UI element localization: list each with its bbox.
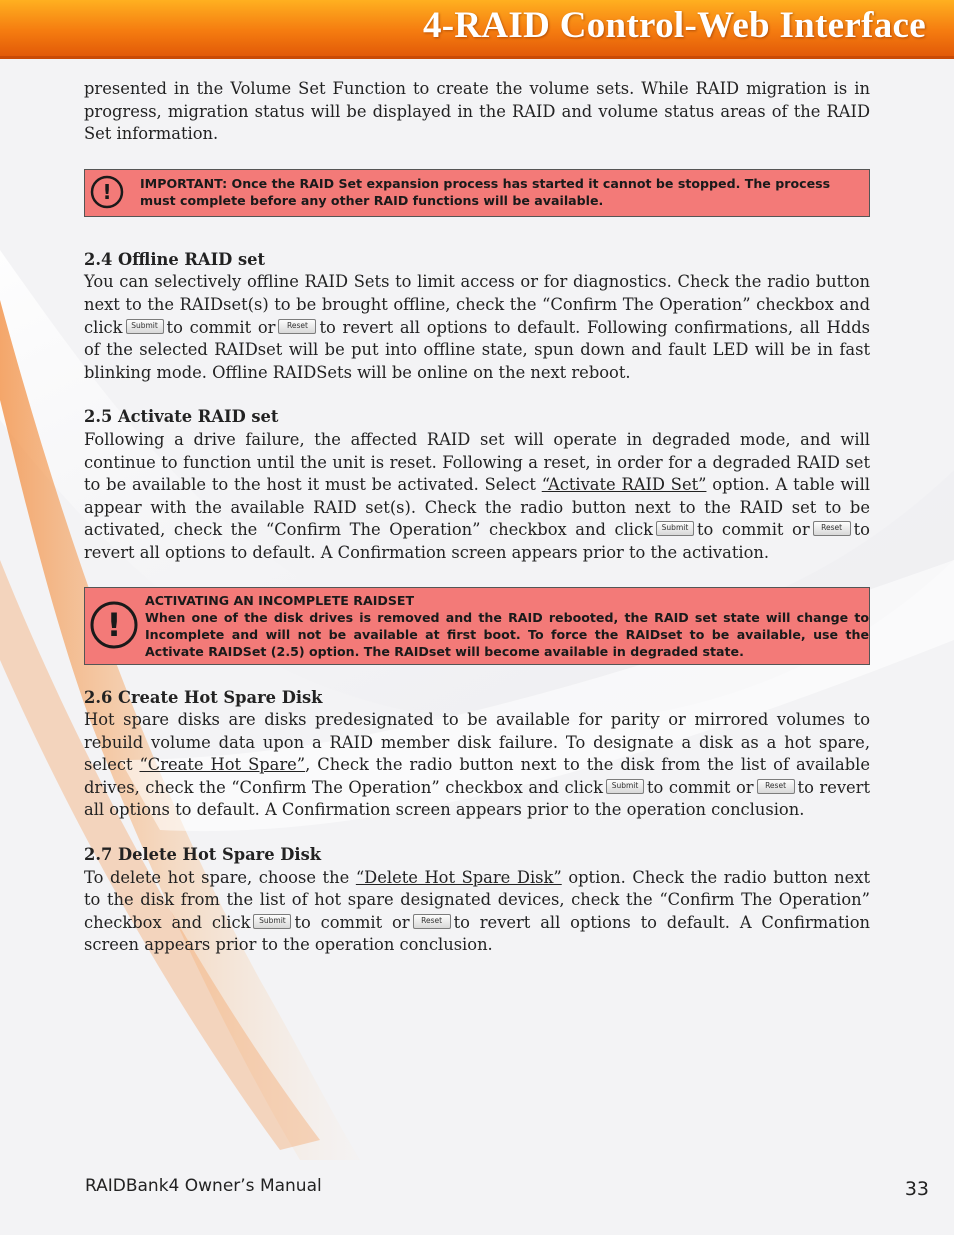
svg-text:!: !	[106, 605, 122, 644]
svg-text:!: !	[102, 179, 112, 204]
page-title: 4-RAID Control-Web Interface	[422, 5, 926, 46]
delete-hot-spare-paragraph: To delete hot spare, choose the “Delete Hot Spare Disk” option. Check the radio button next to the disk from the list of hot spare designated devices, check the “Confirm The Operation” checkbox and click Submit to commit or Reset to revert all options to default. A Confirmation screen appears prior to the operation conclusion.	[84, 867, 871, 955]
reset-button: Reset	[813, 521, 851, 536]
important-notice	[84, 169, 870, 217]
activate-raid-set-paragraph: Following a drive failure, the affected RAID set will operate in degraded mode, and will continue to function until the unit is reset. Following a reset, in order for a degraded RAID set to be available to the host it must be activated. Select “Activate RAID Set” option. A table will appear with the available RAID set(s). Check the radio button next to the RAID set to be activated, check the “Confirm The Operation” checkbox and click Submit to commit or Reset to revert all options to default. A Confirmation screen appears prior to the activation.	[84, 429, 870, 562]
heading-activate-raid-set: 2.5 Activate RAID set	[84, 407, 279, 427]
heading-create-hot-spare: 2.6 Create Hot Spare Disk	[84, 687, 323, 707]
submit-button: Submit	[253, 914, 291, 929]
activate-raid-set-link[interactable]: “Activate RAID Set”	[541, 475, 707, 495]
delete-hot-spare-link[interactable]: “Delete Hot Spare Disk”	[355, 867, 562, 887]
heading-offline-raid-set: 2.4 Offline RAID set	[84, 249, 266, 269]
submit-button: Submit	[126, 319, 164, 334]
create-hot-spare-link[interactable]: “Create Hot Spare”	[139, 755, 306, 775]
notice-title: ACTIVATING AN INCOMPLETE RAIDSET	[145, 592, 415, 608]
heading-delete-hot-spare: 2.7 Delete Hot Spare Disk	[84, 845, 322, 865]
page-number: 33	[904, 1178, 929, 1200]
submit-button: Submit	[656, 521, 694, 536]
notice-body: When one of the disk drives is removed and the RAID rebooted, the RAID set state will change to Incomplete and will not be available at first boot. To force the RAIDset to be available, use the Activate RAIDSet (2.5) option. The RAIDset will become available in degraded state.	[145, 609, 869, 659]
manual-content	[84, 78, 870, 957]
submit-button: Submit	[606, 779, 644, 794]
manual-name: RAIDBank4 Owner’s Manual	[85, 1176, 322, 1196]
reset-button: Reset	[278, 319, 316, 334]
intro-paragraph: presented in the Volume Set Function to create the volume sets. While RAID migration is in progress, migration status will be displayed in the RAID and volume status areas of the RAID Set information.	[84, 79, 870, 144]
exclamation-icon	[90, 175, 124, 209]
page-header	[0, 0, 954, 59]
incomplete-raidset-notice	[84, 587, 870, 665]
important-notice-text: IMPORTANT: Once the RAID Set expansion process has started it cannot be stopped. The process must complete before any other RAID functions will be available.	[140, 175, 831, 208]
create-hot-spare-paragraph: Hot spare disks are disks predesignated to be available for parity or mirrored volumes to rebuild volume data upon a RAID member disk failure. To designate a disk as a hot spare, select “Create Hot Spare”, Check the radio button next to the disk from the list of available drives, check the “Confirm The Operation” checkbox and click Submit to commit or Reset to revert all options to default. A Confirmation screen appears prior to the operation conclusion.	[84, 710, 870, 820]
reset-button: Reset	[413, 914, 451, 929]
reset-button: Reset	[757, 779, 795, 794]
exclamation-icon	[89, 600, 139, 650]
offline-raid-set-paragraph: You can selectively offline RAID Sets to limit access or for diagnostics. Check the radio button next to the RAIDset(s) to be brought offline, check the “Confirm The Operation” checkbox and click Submit to commit or Reset to revert all options to default. Following confirmations, all Hdds of the selected RAIDset will be put into offline state, spun down and fault LED will be in fast blinking mode. Offline RAIDSets will be online on the next reboot.	[84, 272, 870, 382]
incomplete-raidset-notice-text	[145, 592, 869, 660]
